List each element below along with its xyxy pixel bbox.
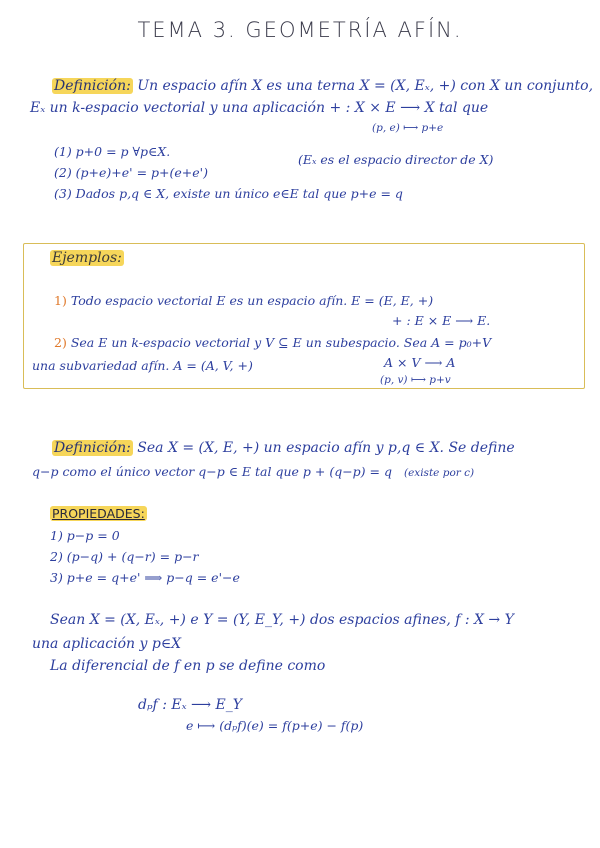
differential-map-1: dₚf : Eₓ ⟶ E_Y (138, 697, 242, 713)
example-1-text: Todo espacio vectorial E es un espacio afín. E = (E, E, +) (70, 293, 434, 308)
definition-1-property-1: (1) p+0 = p ∀p∈X. (54, 144, 171, 159)
differential-line-2: una aplicación y p∈X (32, 636, 182, 652)
example-2-line-1 (54, 335, 491, 350)
properties-heading: PROPIEDADES: (52, 506, 145, 521)
example-1-map: + : E × E ⟶ E. (392, 313, 491, 328)
definition-1-property-2: (2) (p+e)+e' = p+(e+e') (54, 165, 208, 180)
differential-line-1: Sean X = (X, Eₓ, +) e Y = (Y, E_Y, +) dos espacios afines, f : X → Y (50, 612, 514, 628)
definition-2-label: Definición: (54, 440, 131, 456)
differential-map-2: e ⟼ (dₚf)(e) = f(p+e) − f(p) (186, 718, 364, 733)
differential-line-3: La diferencial de f en p se define como (50, 658, 326, 674)
example-2-map-2: (p, v) ⟼ p+v (380, 374, 451, 386)
property-2: 2) (p−q) + (q−r) = p−r (50, 549, 199, 564)
example-1-number: 1) (54, 293, 67, 308)
example-2-number: 2) (54, 335, 67, 350)
definition-1-text-2: Eₓ un k-espacio vectorial y una aplicación + : X × E ⟶ X tal que (30, 100, 489, 116)
definition-1-text-1: Un espacio afín X es una terna X = (X, Eₓ, +) con X un conjunto, (137, 78, 594, 94)
example-2-map-1: A × V ⟶ A (384, 355, 456, 370)
example-2-text-1: Sea E un k-espacio vectorial y V ⊆ E un subespacio. Sea A = p₀+V (70, 335, 492, 350)
definition-1-line-1 (52, 78, 593, 94)
definition-2-text-2: q−p como el único vector q−p ∈ E tal que p + (q−p) = q (existe por c) (32, 464, 475, 479)
property-3: 3) p+e = q+e' ⟹ p−q = e'−e (50, 570, 240, 585)
property-1: 1) p−p = 0 (50, 528, 120, 543)
examples-heading: Ejemplos: (52, 250, 122, 266)
definition-2-line-1 (52, 440, 515, 456)
example-1 (54, 293, 433, 308)
definition-1-property-3: (3) Dados p,q ∈ X, existe un único e∈E tal que p+e = q (54, 186, 403, 201)
definition-1-note: (Eₓ es el espacio director de X) (298, 152, 494, 167)
definition-1-map: (p, e) ⟼ p+e (372, 122, 444, 134)
definition-2-text-1: Sea X = (X, E, +) un espacio afín y p,q ∈ X. Se define (137, 440, 515, 456)
page-title: TEMA 3. GEOMETRÍA AFÍN. (137, 18, 463, 42)
example-2-text-2: una subvariedad afín. A = (A, V, +) (32, 358, 253, 373)
definition-1-label: Definición: (54, 78, 131, 94)
